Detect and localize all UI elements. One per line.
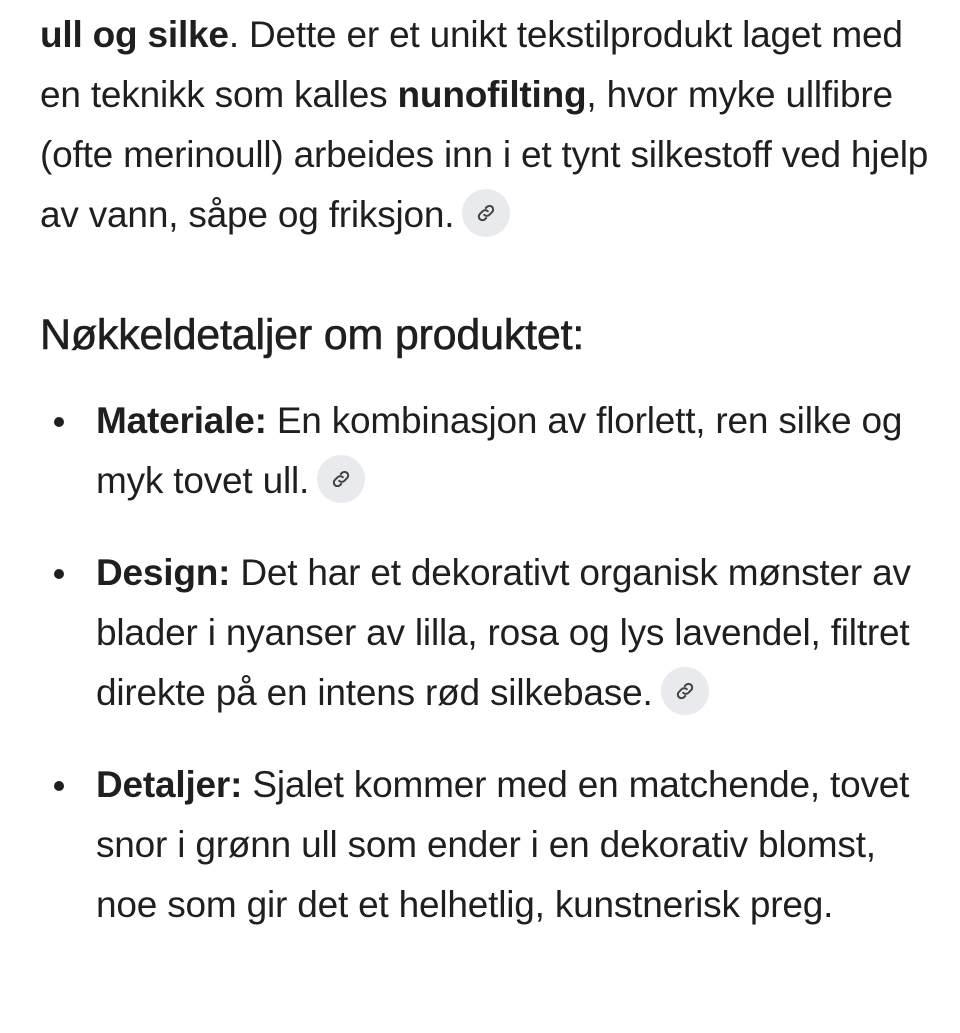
list-item-text: Sjalet kommer med en matchende, tovet snor i grønn ull som ender i en dekorativ blomst, noe som gir det et helhetlig, kunstnerisk preg. <box>96 764 910 925</box>
list-item-design <box>40 543 940 723</box>
link-icon <box>475 202 497 224</box>
list-item-label: Design: <box>96 552 231 593</box>
bullet-dot <box>54 781 64 791</box>
section-heading: Nøkkeldetaljer om produktet: <box>40 311 585 359</box>
intro-bold-term: nunofilting <box>397 74 587 115</box>
source-link-chip[interactable] <box>462 189 510 237</box>
answer-content <box>40 5 940 967</box>
list-item-text: En kombinasjon av florlett, ren silke og myk tovet ull. <box>96 400 903 501</box>
list-item-label: Detaljer: <box>96 764 243 805</box>
source-link-chip[interactable] <box>661 667 709 715</box>
bullet-dot <box>54 417 64 427</box>
intro-paragraph <box>40 5 940 245</box>
link-icon <box>674 680 696 702</box>
list-item-materiale <box>40 391 940 511</box>
list-item-text: Det har et dekorativt organisk mønster av blader i nyanser av lilla, rosa og lys lavendel, filtret direkte på en intens rød silkebase. <box>96 552 911 713</box>
list-item-label: Materiale: <box>96 400 267 441</box>
link-icon <box>330 468 352 490</box>
list-item-detaljer <box>40 755 940 935</box>
bullet-dot <box>54 569 64 579</box>
details-list <box>40 391 940 935</box>
intro-text-b: , hvor myke ullfibre (ofte merinoull) arbeides inn i et tynt silkestoff ved hjelp av vann, såpe og friksjon. <box>40 74 929 235</box>
source-link-chip[interactable] <box>317 455 365 503</box>
intro-bold-lead: ull og silke <box>40 14 229 55</box>
intro-text-a: . Dette er et unikt tekstilprodukt laget med en teknikk som kalles <box>40 14 903 115</box>
